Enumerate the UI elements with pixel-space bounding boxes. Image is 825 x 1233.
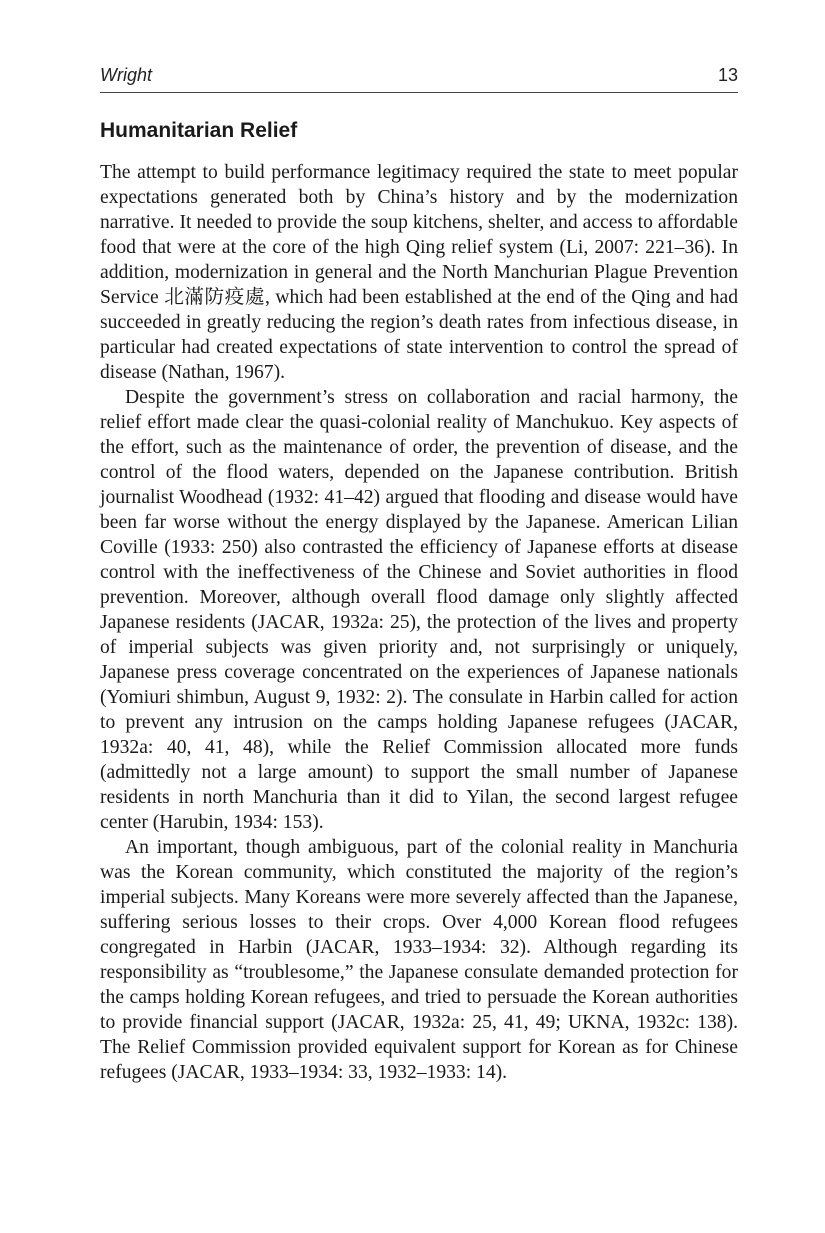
page-number: 13 bbox=[717, 65, 738, 85]
section-heading: Humanitarian Relief bbox=[100, 119, 298, 142]
running-head-author: Wright bbox=[100, 65, 153, 85]
paragraph: The attempt to build performance legitimacy required the state to meet popular expectations generated both by China’s history and by the modernization narrative. It needed to provide the soup kitchens, shelter, and access to affordable food that were at the core of the high Qing relief system (Li, 2007: 221–36). In addition, modernization in general and the North Manchurian Plague Prevention Service 北滿防疫處, which had been established at the end of the Qing and had succeeded in greatly reducing the region’s death rates from infectious disease, in particular had created expectations of state intervention to control the spread of disease (Nathan, 1967). bbox=[100, 162, 738, 383]
running-head bbox=[100, 62, 738, 93]
body-text bbox=[100, 160, 738, 1085]
paragraph: An important, though ambiguous, part of the colonial reality in Manchuria was the Korean community, which constituted the majority of the region’s imperial subjects. Many Koreans were more severely affected than the Japanese, suffering serious losses to their crops. Over 4,000 Korean flood refugees congregated in Harbin (JACAR, 1933–1934: 32). Although regarding its responsibility as “troublesome,” the Japanese consulate demanded protection for the camps holding Korean refugees, and tried to persuade the Korean authorities to provide financial support (JACAR, 1932a: 25, 41, 49; UKNA, 1932c: 138). The Relief Commission provided equivalent support for Korean as for Chinese refugees (JACAR, 1933–1934: 33, 1932–1933: 14). bbox=[100, 837, 738, 1083]
paragraph: Despite the government’s stress on collaboration and racial harmony, the relief effort made clear the quasi-colonial reality of Manchukuo. Key aspects of the effort, such as the maintenance of order, the prevention of disease, and the control of the flood waters, depended on the Japanese contribution. British journalist Woodhead (1932: 41–42) argued that flooding and disease would have been far worse without the energy displayed by the Japanese. American Lilian Coville (1933: 250) also contrasted the efficiency of Japanese efforts at disease control with the ineffectiveness of the Chinese and Soviet authorities in flood prevention. Moreover, although overall flood damage only slightly affected Japanese residents (JACAR, 1932a: 25), the protection of the lives and property of imperial subjects was given priority and, not surprisingly or uniquely, Japanese press coverage concentrated on the experiences of Japanese nationals (Yomiuri shimbun, August 9, 1932: 2). The consulate in Harbin called for action to prevent any intrusion on the camps holding Japanese refugees (JACAR, 1932a: 40, 41, 48), while the Relief Commission allocated more funds (admittedly not a large amount) to support the small number of Japanese residents in north Manchuria than it did to Yilan, the second largest refugee center (Harubin, 1934: 153). bbox=[100, 387, 738, 833]
